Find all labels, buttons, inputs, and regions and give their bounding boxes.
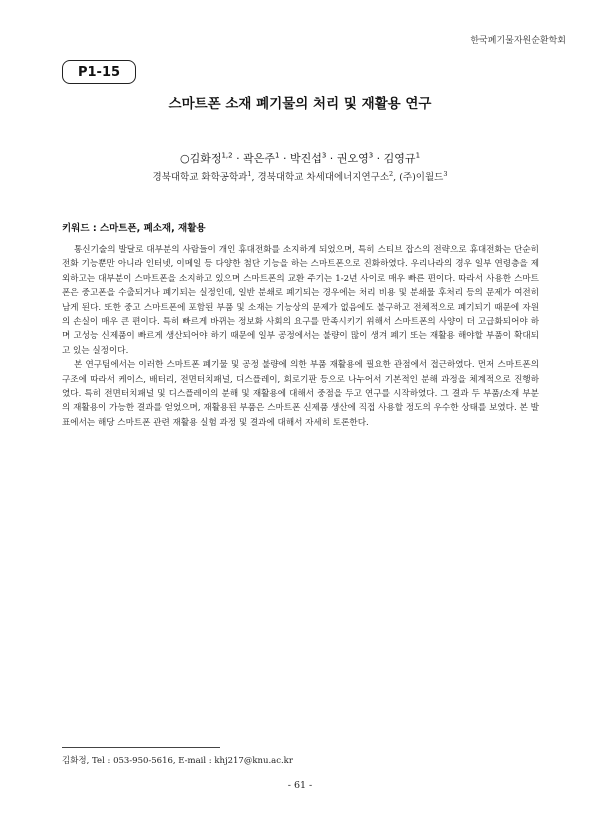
affiliation-name: 경북대학교 화학공학과 [152,172,248,183]
author-separator: · [326,152,337,165]
abstract-paragraph: 통신기술의 발달로 대부분의 사람들이 개인 휴대전화를 소지하게 되었으며, 특히 스티브 잡스의 전략으로 휴대전화는 단순히 전화 기능뿐만 아니라 인터넷, 이메일 등 다양한 첨단 기능을 하는 스마트폰으로 진화하였다. 우리나라의 경우 일부 연령층을 제외하고는 대부분이 스마트폰을 소지하고 있으며 스마트폰의 교환 주기는 1-2년 사이로 매우 빠른 편이다. 따라서 사용한 스마트폰은 중고폰을 수출되거나 폐기되는 실정인데, 일반 분쇄로 폐기되는 경우에는 처리 비용 및 분쇄물 후처리 등의 문제가 여전히 남게 된다. 또한 중고 스마트폰에 포함된 부품 및 소재는 기능상의 문제가 없음에도 불구하고 전체적으로 폐기되기 때문에 자원의 손실이 매우 큰 편이다. 특히 빠르게 바뀌는 정보화 사회의 요구를 만족시키기 위해서 스마트폰의 사양이 더 고급화되어야 하며 고성능 신제품이 빠르게 생산되어야 하기 때문에 일부 공정에서는 불량이 많이 생겨 폐기 또는 재활용 해야할 부품이 확대되고 있는 실정이다. [62,245,539,356]
author-name: 박진섭 [289,152,322,165]
author-list [0,150,600,166]
affiliation-mark: 2 [389,169,394,178]
page-number: - 61 - [287,780,313,791]
author-affil-mark: 1 [415,151,421,160]
affiliation-separator: , [393,172,400,183]
poster-code-badge: P1-15 [62,60,136,84]
author-separator: · [373,152,384,165]
author-separator: · [232,152,244,165]
affiliation-name: (주)이월드 [399,172,444,183]
footnote-divider [62,747,220,748]
affiliation-name: 경북대학교 차세대에너지연구소 [257,172,390,183]
paper-title: 스마트폰 소재 폐기물의 처리 및 재활용 연구 [168,96,432,112]
author-affil-mark: 3 [321,151,327,160]
affiliation-separator: , [251,172,258,183]
affiliation-mark: 3 [443,169,448,178]
abstract-body [62,243,539,430]
author-affil-mark: 1,2 [221,151,233,160]
author-affil-mark: 1 [274,151,280,160]
abstract-paragraph: 본 연구팀에서는 이러한 스마트폰 폐기물 및 공정 불량에 의한 부품 재활용에 필요한 관점에서 접근하였다. 먼저 스마트폰의 구조에 따라서 케이스, 배터리, 전면터치패널, 디스플레이, 회로기판 등으로 나누어서 기본적인 분해 과정을 체계적으로 진행하였다. 특히 전면터치패널 및 디스플레이의 분해 및 재활용에 대해서 중점을 두고 연구를 시작하였다. 그 결과 두 부품/소재 부분의 재활용이 가능한 결과를 얻었으며, 재활용된 부품은 스마트폰 신제품 생산에 직접 사용할 정도의 우수한 상태를 보였다. 본 발표에서는 해당 스마트폰 관련 재활용 실험 과정 및 결과에 대해서 자세히 토론한다. [62,360,539,428]
author-name: 김영규 [383,152,416,165]
author-name: ○김화정 [179,152,222,165]
affiliation-list [0,169,600,183]
author-name: 권오영 [336,152,369,165]
author-separator: · [279,152,290,165]
affiliation-mark: 1 [247,169,252,178]
society-header: 한국폐기물자원순환학회 [470,36,566,46]
corresponding-author-footnote: 김화정, Tel : 053-950-5616, E-mail : khj217@knu.ac.kr [62,756,293,766]
author-affil-mark: 3 [368,151,374,160]
author-name: 곽은주 [243,152,275,165]
keywords-line: 키워드 : 스마트폰, 폐소재, 재활용 [62,223,206,234]
